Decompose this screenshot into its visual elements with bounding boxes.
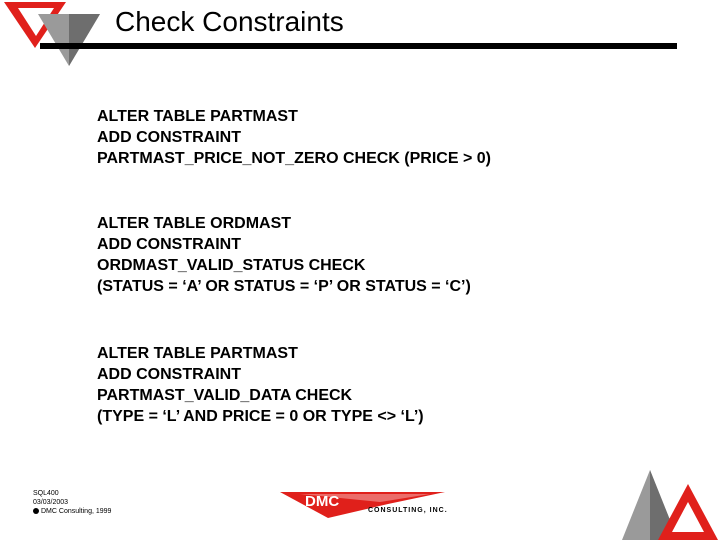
logo-subtitle-text: CONSULTING, INC. bbox=[368, 507, 448, 514]
footer-copyright: DMC Consulting, 1999 bbox=[41, 508, 112, 515]
footer-copyright-line bbox=[33, 507, 111, 516]
sql-statement-3 bbox=[97, 343, 424, 427]
footer-date: 03/03/2003 bbox=[33, 499, 69, 506]
sql-statement-1 bbox=[97, 106, 491, 169]
sql-line: ADD CONSTRAINT bbox=[97, 236, 241, 253]
dmc-triangle-logo-bottom-right bbox=[618, 468, 720, 540]
page-title: Check Constraints bbox=[115, 6, 344, 37]
sql-line: ALTER TABLE PARTMAST bbox=[97, 108, 298, 125]
sql-line: ORDMAST_VALID_STATUS CHECK bbox=[97, 257, 366, 274]
sql-line: ALTER TABLE ORDMAST bbox=[97, 215, 292, 232]
logo-brand-text: DMC bbox=[305, 493, 340, 510]
sql-statement-2 bbox=[97, 213, 471, 297]
sql-line: ADD CONSTRAINT bbox=[97, 366, 241, 383]
sql-line: (TYPE = ‘L’ AND PRICE = 0 OR TYPE <> ‘L’) bbox=[97, 408, 424, 425]
dmc-triangle-logo-top-left bbox=[0, 0, 110, 72]
title-underline bbox=[40, 43, 677, 49]
sql-line: PARTMAST_VALID_DATA CHECK bbox=[97, 387, 353, 404]
copyright-icon bbox=[33, 508, 39, 514]
sql-line: ADD CONSTRAINT bbox=[97, 129, 241, 146]
sql-line: PARTMAST_PRICE_NOT_ZERO CHECK (PRICE > 0) bbox=[97, 150, 491, 167]
sql-line: ALTER TABLE PARTMAST bbox=[97, 345, 298, 362]
dark-triangle-shape bbox=[69, 14, 100, 66]
sql-line: (STATUS = ‘A’ OR STATUS = ‘P’ OR STATUS = ‘C’) bbox=[97, 278, 471, 295]
footer-course: SQL400 bbox=[33, 490, 59, 497]
slide-footer bbox=[33, 489, 111, 516]
